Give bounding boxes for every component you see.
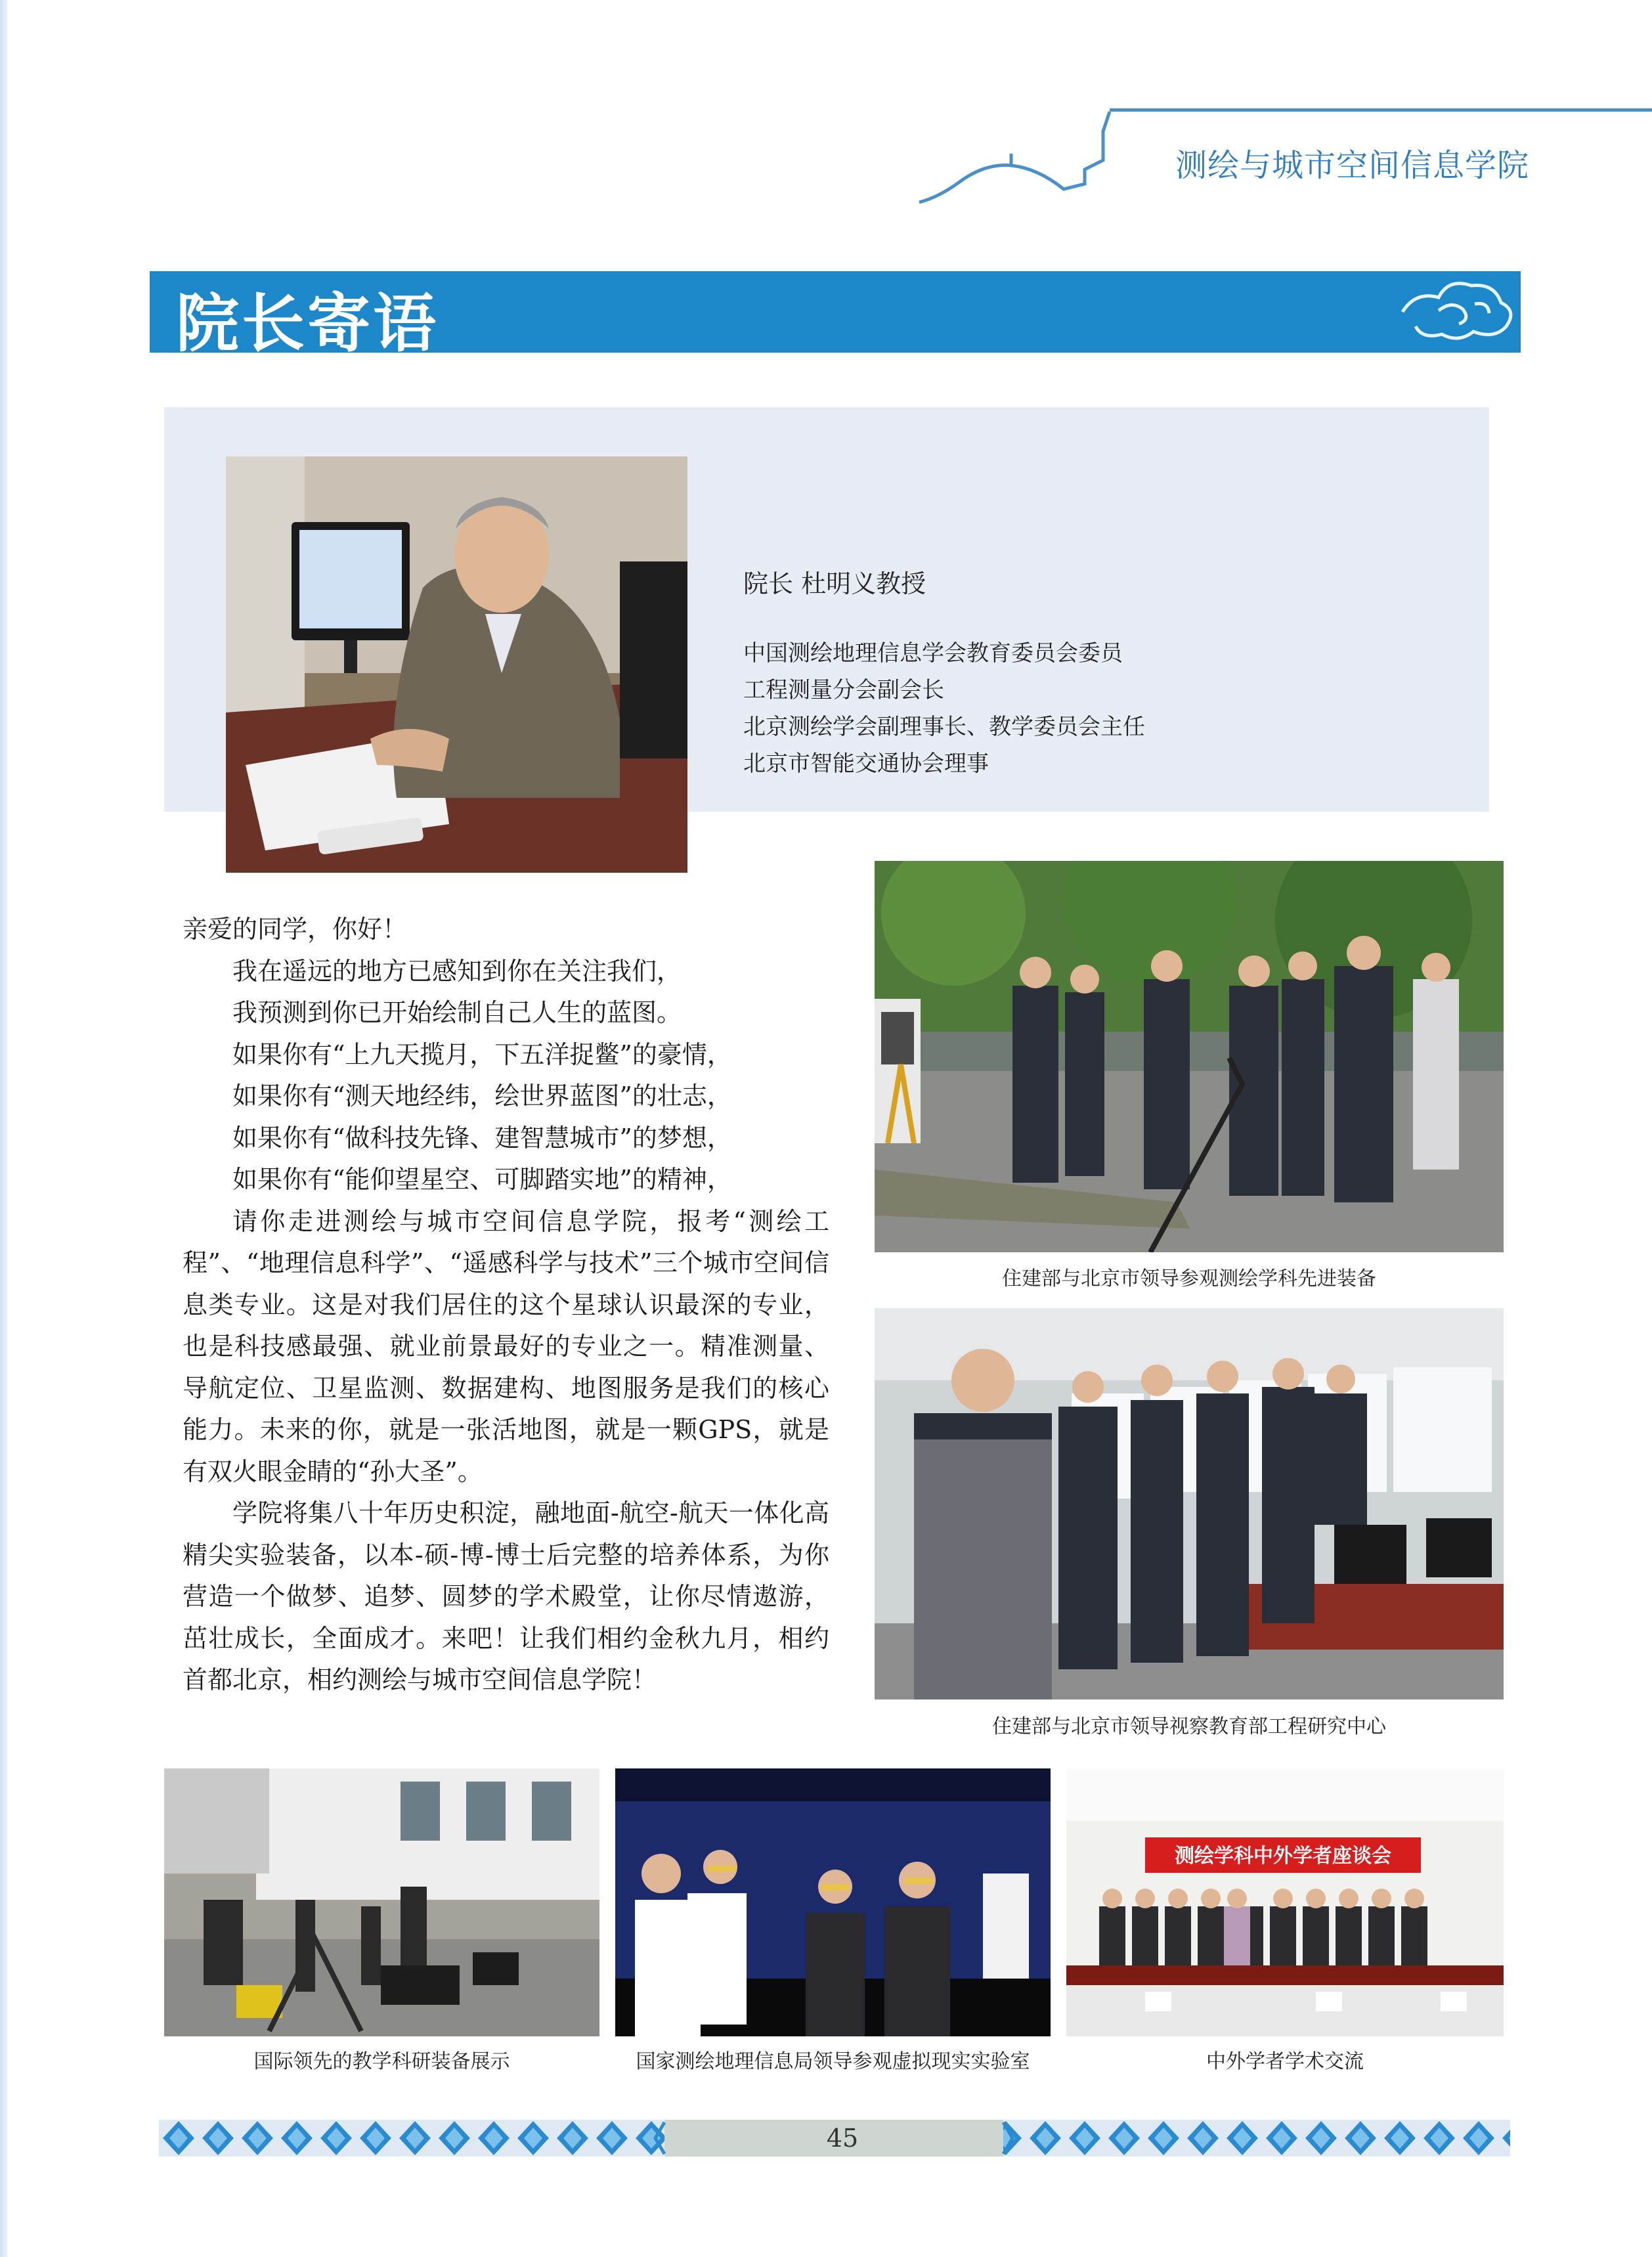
page-edge-strip [0, 0, 8, 2257]
page-title: 院长寄语 [176, 286, 439, 361]
header-rule [1110, 108, 1652, 112]
dean-roles [743, 635, 1145, 782]
letter-body [183, 909, 829, 1701]
photo-caption: 国际领先的教学科研装备展示 [253, 2050, 510, 2073]
role-item: 北京市智能交通协会理事 [743, 751, 989, 777]
letter-line: 如果你有“能仰望星空、可脚踏实地”的精神， [232, 1165, 732, 1194]
page-number: 45 [826, 2124, 859, 2153]
greeting: 亲爱的同学，你好！ [183, 915, 408, 944]
letter-line: 如果你有“上九天揽月，下五洋捉鳖”的豪情， [232, 1040, 732, 1069]
letter-line: 我在遥远的地方已感知到你在关注我们， [232, 956, 682, 986]
letter-line: 如果你有“测天地经纬，绘世界蓝图”的壮志， [232, 1082, 732, 1110]
photo-caption: 中外学者学术交流 [1206, 2050, 1364, 2073]
role-item: 中国测绘地理信息学会教育委员会委员 [743, 640, 1123, 667]
letter-paragraph: 请你走进测绘与城市空间信息学院，报考“测绘工程”、“地理信息科学”、“遥感科学与技术”三个城市空间信息类专业。这是对我们居住的这个星球认识最深的专业，也是科技感最强、就业前景最好的专业之一。精准测量、导航定位、卫星监测、数据建构、地图服务是我们的核心能力。未来的你，就是一张活地图，就是一颗GPS，就是有双火眼金睛的“孙大圣”。 [183, 1206, 829, 1486]
letter-paragraph: 学院将集八十年历史积淀，融地面-航空-航天一体化高精尖实验装备，以本-硕-博-博士后完整的培养体系，为你营造一个做梦、追梦、圆梦的学术殿堂，让你尽情遨游，茁壮成长，全面成才。来吧！让我们相约金秋九月，相约首都北京，相约测绘与城市空间信息学院！ [183, 1499, 829, 1694]
exchange-banner-text: 测绘学科中外学者座谈会 [1175, 1845, 1391, 1868]
photo-vr-lab [615, 1768, 1051, 2036]
cloud-ornament-icon [1389, 271, 1521, 353]
letter-line: 如果你有“做科技先锋、建智慧城市”的梦想， [232, 1123, 732, 1152]
title-banner [150, 271, 1521, 361]
role-item: 工程测量分会副会长 [743, 677, 944, 703]
dean-portrait-photo [226, 456, 687, 873]
roof-ornament-icon [913, 105, 1123, 210]
photo-academic-exchange [1066, 1768, 1504, 2036]
dean-name: 院长 杜明义教授 [743, 569, 926, 598]
photo-equipment-visit [875, 861, 1504, 1252]
photo-caption: 住建部与北京市领导视察教育部工程研究中心 [992, 1715, 1386, 1738]
letter-line: 我预测到你已开始绘制自己人生的蓝图。 [232, 998, 682, 1027]
photo-equipment-display [164, 1768, 599, 2036]
photo-caption: 住建部与北京市领导参观测绘学科先进装备 [1002, 1267, 1376, 1290]
role-item: 北京测绘学会副理事长、教学委员会主任 [743, 714, 1145, 740]
photo-lab-inspection [875, 1308, 1504, 1699]
photo-caption: 国家测绘地理信息局领导参观虚拟现实实验室 [636, 2050, 1030, 2073]
school-name: 测绘与城市空间信息学院 [1175, 147, 1530, 184]
